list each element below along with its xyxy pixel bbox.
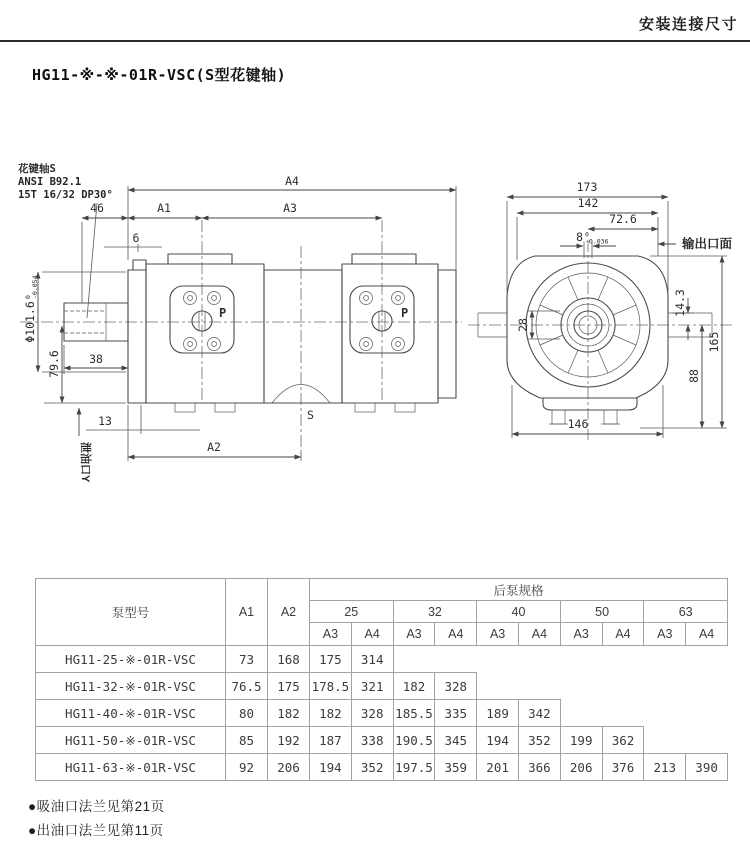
model-cell: HG11-25-※-01R-VSC <box>36 646 226 673</box>
value-cell: 213 <box>644 754 686 781</box>
sub-a3: A3 <box>310 623 352 646</box>
dim-a4-label: A4 <box>285 174 299 188</box>
sub-a3: A3 <box>644 623 686 646</box>
svg-text:165: 165 <box>707 331 721 353</box>
svg-text:14.3: 14.3 <box>673 289 687 317</box>
value-cell: 190.5 <box>393 727 435 754</box>
value-cell <box>644 727 686 754</box>
value-cell: 189 <box>477 700 519 727</box>
value-cell <box>435 646 477 673</box>
model-cell: HG11-40-※-01R-VSC <box>36 700 226 727</box>
note-outlet-flange: ●出油口法兰见第11页 <box>28 823 164 838</box>
sub-a4: A4 <box>351 623 393 646</box>
col-header-a2: A2 <box>268 579 310 646</box>
value-cell <box>477 646 519 673</box>
sub-a4: A4 <box>602 623 644 646</box>
dim-s-label: S <box>307 408 314 422</box>
svg-text:Φ101.6: Φ101.6 <box>23 301 37 343</box>
group-32: 32 <box>393 601 477 623</box>
value-cell <box>560 646 602 673</box>
dimension-table <box>35 578 728 781</box>
drain-port-label <box>79 442 93 483</box>
value-cell: 197.5 <box>393 754 435 781</box>
svg-text:-0.054: -0.054 <box>31 275 39 299</box>
side-view <box>17 162 462 483</box>
value-cell: 335 <box>435 700 477 727</box>
dim-173-label: 173 <box>576 180 598 194</box>
dim-72-6-label: 72.6 <box>609 212 637 226</box>
dim-8-label: 8 <box>576 230 583 244</box>
value-cell: 328 <box>435 673 477 700</box>
value-cell <box>686 700 728 727</box>
sub-a3: A3 <box>560 623 602 646</box>
value-cell: 182 <box>310 700 352 727</box>
front-view <box>468 180 735 440</box>
group-63: 63 <box>644 601 728 623</box>
value-cell: 359 <box>435 754 477 781</box>
value-cell: 178.5 <box>310 673 352 700</box>
value-cell: 314 <box>351 646 393 673</box>
table-row <box>36 700 728 727</box>
technical-drawing <box>0 110 750 520</box>
value-cell: 376 <box>602 754 644 781</box>
dim-14-3-label <box>673 289 687 317</box>
a1-cell: 80 <box>226 700 268 727</box>
value-cell: 194 <box>310 754 352 781</box>
spline-note-line3: 15T 16/32 DP30° <box>18 189 113 201</box>
svg-text:泄油口Y: 泄油口Y <box>79 442 91 483</box>
dim-38-label: 38 <box>89 352 103 366</box>
dim-a2-label: A2 <box>207 440 221 454</box>
dim-28-label <box>516 318 530 332</box>
value-cell: 199 <box>560 727 602 754</box>
table-row <box>36 754 728 781</box>
spline-note-line1: 花键轴S <box>18 163 56 175</box>
value-cell: 352 <box>518 727 560 754</box>
col-header-rear-spec: 后泵规格 <box>310 579 728 601</box>
header-rule <box>0 40 750 42</box>
dim-8-tol-bot: -0.036 <box>585 237 609 246</box>
value-cell: 366 <box>518 754 560 781</box>
dim-88-label <box>687 369 701 383</box>
model-cell: HG11-50-※-01R-VSC <box>36 727 226 754</box>
page-title: HG11-※-※-01R-VSC(S型花键轴) <box>32 66 287 84</box>
dim-6-label: 6 <box>132 231 140 245</box>
svg-text:88: 88 <box>687 369 701 383</box>
footnotes <box>28 795 165 843</box>
svg-text:28: 28 <box>516 318 530 332</box>
value-cell: 201 <box>477 754 519 781</box>
spline-note-line2: ANSI B92.1 <box>18 176 82 188</box>
a2-cell: 192 <box>268 727 310 754</box>
a1-cell: 92 <box>226 754 268 781</box>
value-cell <box>602 700 644 727</box>
a1-cell: 73 <box>226 646 268 673</box>
value-cell: 390 <box>686 754 728 781</box>
value-cell: 328 <box>351 700 393 727</box>
dim-dia-label <box>23 275 39 342</box>
mounting-feet <box>175 403 415 412</box>
sub-a4: A4 <box>686 623 728 646</box>
value-cell: 185.5 <box>393 700 435 727</box>
note-suction-flange: ●吸油口法兰见第21页 <box>28 799 165 814</box>
bolt-holes <box>184 292 405 351</box>
value-cell <box>477 673 519 700</box>
a2-cell: 182 <box>268 700 310 727</box>
value-cell <box>602 646 644 673</box>
sub-a3: A3 <box>393 623 435 646</box>
value-cell <box>393 646 435 673</box>
page-header-title: 安装连接尺寸 <box>638 16 738 33</box>
value-cell: 338 <box>351 727 393 754</box>
group-25: 25 <box>310 601 394 623</box>
value-cell <box>644 673 686 700</box>
value-cell: 206 <box>560 754 602 781</box>
dim-13-label: 13 <box>98 414 112 428</box>
value-cell <box>686 673 728 700</box>
value-cell: 182 <box>393 673 435 700</box>
value-cell: 187 <box>310 727 352 754</box>
port-p2-label: P <box>401 306 409 320</box>
dim-146-label: 146 <box>567 417 589 431</box>
group-50: 50 <box>560 601 644 623</box>
value-cell <box>644 646 686 673</box>
col-header-a1: A1 <box>226 579 268 646</box>
svg-text:0: 0 <box>24 295 32 299</box>
value-cell: 321 <box>351 673 393 700</box>
model-cell: HG11-63-※-01R-VSC <box>36 754 226 781</box>
sub-a4: A4 <box>435 623 477 646</box>
table-row <box>36 646 728 673</box>
value-cell: 345 <box>435 727 477 754</box>
svg-text:79.6: 79.6 <box>47 350 61 378</box>
value-cell: 194 <box>477 727 519 754</box>
table-header-row-1 <box>36 579 728 601</box>
value-cell <box>518 646 560 673</box>
a2-cell: 168 <box>268 646 310 673</box>
sub-a3: A3 <box>477 623 519 646</box>
value-cell <box>560 673 602 700</box>
model-cell: HG11-32-※-01R-VSC <box>36 673 226 700</box>
port-p1-label: P <box>219 306 227 320</box>
sub-a4: A4 <box>518 623 560 646</box>
table-row <box>36 673 728 700</box>
group-40: 40 <box>477 601 561 623</box>
value-cell <box>686 727 728 754</box>
a2-cell: 175 <box>268 673 310 700</box>
dim-8-tol-top: 0 <box>585 230 589 239</box>
value-cell <box>644 700 686 727</box>
value-cell: 352 <box>351 754 393 781</box>
dim-a3-label: A3 <box>283 201 297 215</box>
a1-cell: 85 <box>226 727 268 754</box>
a2-cell: 206 <box>268 754 310 781</box>
dim-a1-label: A1 <box>157 201 171 215</box>
outlet-face-label: 输出口面 <box>682 237 733 251</box>
dim-79-6-label <box>47 350 61 378</box>
value-cell <box>518 673 560 700</box>
value-cell: 362 <box>602 727 644 754</box>
col-header-pump-model: 泵型号 <box>36 579 226 646</box>
dim-165-label <box>707 332 721 353</box>
value-cell: 342 <box>518 700 560 727</box>
value-cell: 175 <box>310 646 352 673</box>
dim-142-label: 142 <box>577 196 599 210</box>
value-cell <box>686 646 728 673</box>
value-cell <box>560 700 602 727</box>
a1-cell: 76.5 <box>226 673 268 700</box>
table-row <box>36 727 728 754</box>
dim-46-label: 46 <box>90 201 104 215</box>
value-cell <box>602 673 644 700</box>
